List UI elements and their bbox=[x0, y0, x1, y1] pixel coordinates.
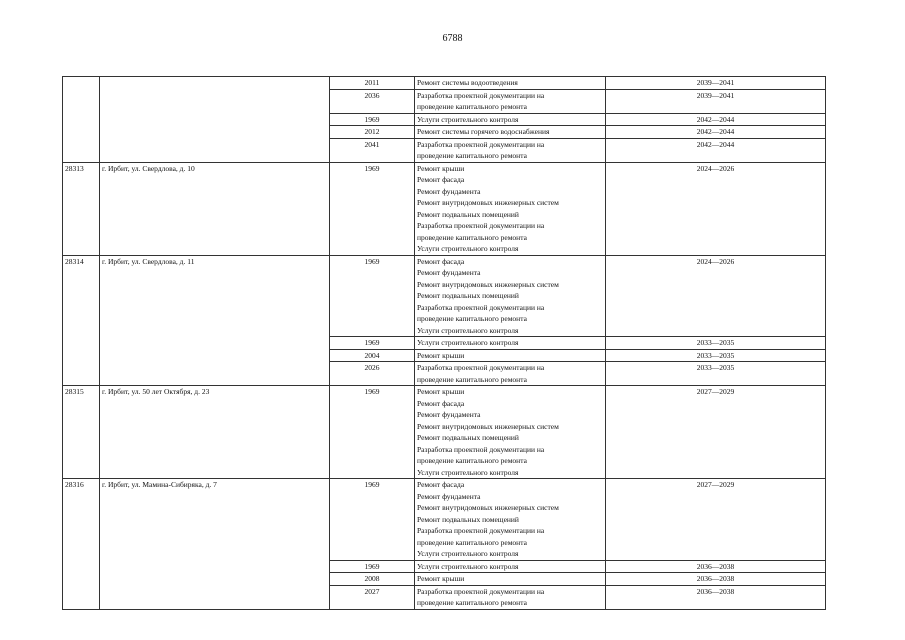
work-item: Ремонт крыши bbox=[417, 163, 465, 173]
table-row bbox=[63, 255, 826, 337]
year-cell: 2041 bbox=[330, 138, 415, 162]
year-cell: 1969 bbox=[330, 386, 415, 479]
year-cell: 1969 bbox=[330, 337, 415, 350]
period-cell: 2024—2026 bbox=[606, 255, 826, 337]
work-item: Ремонт подвальных помещений bbox=[417, 209, 519, 219]
work-item: Разработка проектной документации на bbox=[417, 586, 545, 596]
work-item: Ремонт внутридомовых инженерных систем bbox=[417, 503, 559, 512]
works-cell bbox=[415, 138, 606, 162]
work-item: проведение капитального ремонта bbox=[417, 537, 527, 547]
work-item: Ремонт фасада bbox=[417, 256, 465, 266]
page-number: 6788 bbox=[442, 33, 463, 44]
address-cell: г. Ирбит, ул. Свердлова, д. 11 bbox=[100, 255, 330, 386]
address-cell bbox=[100, 77, 330, 163]
work-item: Услуги строительного контроля bbox=[417, 338, 519, 347]
year-cell: 2027 bbox=[330, 585, 415, 609]
works-cell bbox=[415, 162, 606, 255]
works-cell bbox=[415, 113, 606, 126]
year-cell: 2012 bbox=[330, 126, 415, 139]
works-cell bbox=[415, 255, 606, 337]
work-item: Ремонт подвальных помещений bbox=[417, 433, 519, 442]
work-item: Услуги строительного контроля bbox=[417, 114, 519, 124]
work-item: Ремонт крыши bbox=[417, 387, 465, 396]
year-cell: 1969 bbox=[330, 560, 415, 573]
period-cell: 2024—2026 bbox=[606, 162, 826, 255]
house-id-cell: 28315 bbox=[63, 386, 100, 479]
period-cell: 2042—2044 bbox=[606, 126, 826, 139]
works-cell bbox=[415, 337, 606, 350]
work-item: Разработка проектной документации на bbox=[417, 302, 545, 312]
period-cell: 2036—2038 bbox=[606, 560, 826, 573]
work-item: проведение капитального ремонта bbox=[417, 102, 527, 111]
work-item: Ремонт фундамента bbox=[417, 186, 481, 196]
period-cell: 2033—2035 bbox=[606, 337, 826, 350]
works-cell bbox=[415, 573, 606, 586]
period-cell: 2027—2029 bbox=[606, 479, 826, 561]
work-item: Ремонт системы горячего водоснабжения bbox=[417, 127, 550, 136]
repair-schedule-table bbox=[62, 76, 826, 610]
period-cell: 2027—2029 bbox=[606, 386, 826, 479]
period-cell: 2036—2038 bbox=[606, 585, 826, 609]
works-cell bbox=[415, 362, 606, 386]
period-cell: 2039—2041 bbox=[606, 89, 826, 113]
work-item: Ремонт фундамента bbox=[417, 491, 481, 501]
year-cell: 1969 bbox=[330, 479, 415, 561]
work-item: Ремонт внутридомовых инженерных систем bbox=[417, 421, 559, 431]
year-cell: 1969 bbox=[330, 255, 415, 337]
work-item: Ремонт фундамента bbox=[417, 410, 481, 419]
work-item: Услуги строительного контроля bbox=[417, 244, 519, 253]
work-item: проведение капитального ремонта bbox=[417, 598, 527, 607]
works-cell bbox=[415, 386, 606, 479]
works-cell bbox=[415, 77, 606, 90]
work-item: проведение капитального ремонта bbox=[417, 151, 527, 160]
work-item: проведение капитального ремонта bbox=[417, 232, 527, 242]
address-cell: г. Ирбит, ул. Свердлова, д. 10 bbox=[100, 162, 330, 255]
work-item: Ремонт фундамента bbox=[417, 268, 481, 277]
year-cell: 2011 bbox=[330, 77, 415, 90]
table-row bbox=[63, 386, 826, 479]
work-item: Ремонт системы водоотведения bbox=[417, 78, 518, 87]
year-cell: 1969 bbox=[330, 162, 415, 255]
work-item: Разработка проектной документации на bbox=[417, 526, 545, 535]
work-item: Ремонт крыши bbox=[417, 350, 465, 360]
period-cell: 2033—2035 bbox=[606, 349, 826, 362]
year-cell: 2008 bbox=[330, 573, 415, 586]
work-item: проведение капитального ремонта bbox=[417, 456, 527, 465]
period-cell: 2039—2041 bbox=[606, 77, 826, 90]
work-item: Ремонт подвальных помещений bbox=[417, 291, 519, 300]
work-item: Разработка проектной документации на bbox=[417, 221, 545, 230]
address-cell: г. Ирбит, ул. 50 лет Октября, д. 23 bbox=[100, 386, 330, 479]
table-row bbox=[63, 77, 826, 90]
house-id-cell: 28316 bbox=[63, 479, 100, 610]
house-id-cell bbox=[63, 77, 100, 163]
works-cell bbox=[415, 560, 606, 573]
period-cell: 2042—2044 bbox=[606, 138, 826, 162]
work-item: Услуги строительного контроля bbox=[417, 561, 519, 571]
year-cell: 2004 bbox=[330, 349, 415, 362]
work-item: Ремонт фасада bbox=[417, 398, 465, 408]
table-row bbox=[63, 479, 826, 561]
works-cell bbox=[415, 349, 606, 362]
work-item: Ремонт крыши bbox=[417, 574, 465, 583]
work-item: Разработка проектной документации на bbox=[417, 444, 545, 454]
year-cell: 2036 bbox=[330, 89, 415, 113]
work-item: Ремонт фасада bbox=[417, 480, 465, 489]
table-row bbox=[63, 162, 826, 255]
work-item: Разработка проектной документации на bbox=[417, 139, 545, 149]
work-item: Ремонт подвальных помещений bbox=[417, 514, 519, 524]
work-item: проведение капитального ремонта bbox=[417, 374, 527, 384]
work-item: Разработка проектной документации на bbox=[417, 363, 545, 372]
table-body bbox=[63, 77, 826, 610]
year-cell: 2026 bbox=[330, 362, 415, 386]
period-cell: 2042—2044 bbox=[606, 113, 826, 126]
work-item: Ремонт внутридомовых инженерных систем bbox=[417, 198, 559, 207]
works-cell bbox=[415, 585, 606, 609]
works-cell bbox=[415, 89, 606, 113]
work-item: Разработка проектной документации на bbox=[417, 90, 545, 100]
period-cell: 2033—2035 bbox=[606, 362, 826, 386]
work-item: Услуги строительного контроля bbox=[417, 549, 519, 558]
address-cell: г. Ирбит, ул. Мамина-Сибиряка, д. 7 bbox=[100, 479, 330, 610]
house-id-cell: 28314 bbox=[63, 255, 100, 386]
period-cell: 2036—2038 bbox=[606, 573, 826, 586]
works-cell bbox=[415, 126, 606, 139]
year-cell: 1969 bbox=[330, 113, 415, 126]
work-item: проведение капитального ремонта bbox=[417, 314, 527, 323]
work-item: Услуги строительного контроля bbox=[417, 467, 519, 477]
works-cell bbox=[415, 479, 606, 561]
work-item: Ремонт фасада bbox=[417, 175, 465, 184]
house-id-cell: 28313 bbox=[63, 162, 100, 255]
work-item: Услуги строительного контроля bbox=[417, 325, 519, 335]
work-item: Ремонт внутридомовых инженерных систем bbox=[417, 279, 559, 289]
